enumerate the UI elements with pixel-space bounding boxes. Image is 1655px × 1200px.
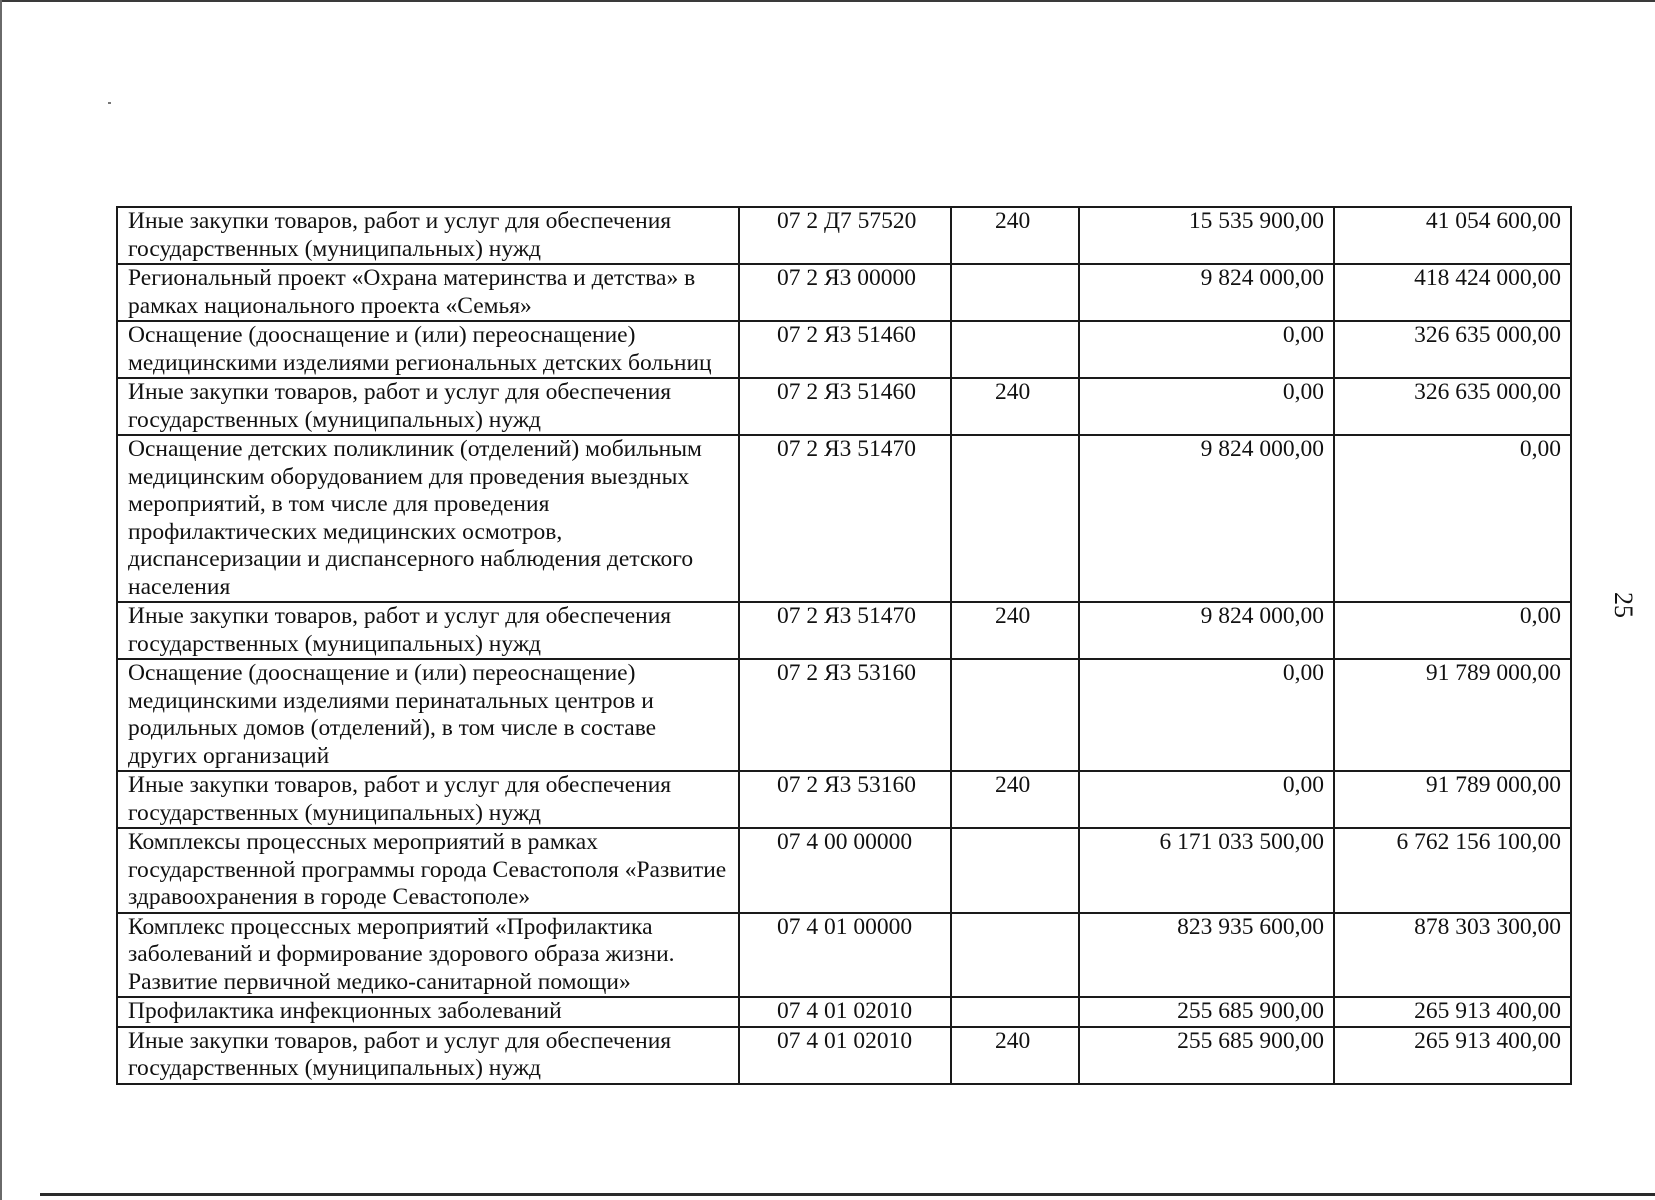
- row-code: 07 2 Я3 53160: [739, 771, 951, 828]
- page-number: 25: [1609, 592, 1638, 618]
- table-row: [117, 1027, 1571, 1084]
- row-kvr: [951, 264, 1079, 321]
- row-sum-1: 15 535 900,00: [1079, 207, 1334, 264]
- row-name: Комплекс процессных мероприятий «Профилактика заболеваний и формирование здорового образа жизни. Развитие первичной медико-санитарной помощи»: [117, 913, 739, 998]
- row-sum-1: 255 685 900,00: [1079, 1027, 1334, 1084]
- row-name: Иные закупки товаров, работ и услуг для обеспечения государственных (муниципальных) нужд: [117, 207, 739, 264]
- table-row: [117, 207, 1571, 264]
- row-kvr: 240: [951, 378, 1079, 435]
- row-sum-1: 255 685 900,00: [1079, 997, 1334, 1027]
- row-code: 07 2 Я3 51460: [739, 378, 951, 435]
- row-code: 07 2 Д7 57520: [739, 207, 951, 264]
- row-sum-2: 6 762 156 100,00: [1334, 828, 1571, 913]
- row-sum-2: 91 789 000,00: [1334, 771, 1571, 828]
- row-sum-2: 265 913 400,00: [1334, 1027, 1571, 1084]
- row-sum-2: 326 635 000,00: [1334, 321, 1571, 378]
- row-sum-1: 9 824 000,00: [1079, 602, 1334, 659]
- row-name: Оснащение (дооснащение и (или) переоснащение) медицинскими изделиями региональных детских больниц: [117, 321, 739, 378]
- row-sum-2: 91 789 000,00: [1334, 659, 1571, 771]
- row-name: Иные закупки товаров, работ и услуг для обеспечения государственных (муниципальных) нужд: [117, 771, 739, 828]
- table-row: [117, 997, 1571, 1027]
- row-sum-2: 326 635 000,00: [1334, 378, 1571, 435]
- row-sum-1: 9 824 000,00: [1079, 264, 1334, 321]
- scan-edge-left: [0, 0, 2, 1200]
- table-row: [117, 378, 1571, 435]
- table-row: [117, 435, 1571, 602]
- row-kvr: 240: [951, 207, 1079, 264]
- row-sum-2: 878 303 300,00: [1334, 913, 1571, 998]
- row-name: Оснащение (дооснащение и (или) переоснащение) медицинскими изделиями перинатальных центров и родильных домов (отделений), в том числе в составе других организаций: [117, 659, 739, 771]
- row-kvr: [951, 435, 1079, 602]
- row-kvr: 240: [951, 1027, 1079, 1084]
- row-kvr: [951, 997, 1079, 1027]
- row-code: 07 4 01 02010: [739, 1027, 951, 1084]
- row-sum-1: 6 171 033 500,00: [1079, 828, 1334, 913]
- row-sum-1: 9 824 000,00: [1079, 435, 1334, 602]
- table-row: [117, 659, 1571, 771]
- row-name: Иные закупки товаров, работ и услуг для обеспечения государственных (муниципальных) нужд: [117, 378, 739, 435]
- row-kvr: [951, 828, 1079, 913]
- row-sum-1: 0,00: [1079, 659, 1334, 771]
- row-name: Комплексы процессных мероприятий в рамках государственной программы города Севастополя «Развитие здравоохранения в городе Севастополе»: [117, 828, 739, 913]
- row-sum-1: 0,00: [1079, 378, 1334, 435]
- row-name: Иные закупки товаров, работ и услуг для обеспечения государственных (муниципальных) нужд: [117, 1027, 739, 1084]
- row-code: 07 2 Я3 51470: [739, 435, 951, 602]
- row-kvr: [951, 659, 1079, 771]
- row-code: 07 4 00 00000: [739, 828, 951, 913]
- scan-edge-bottom: [40, 1193, 1655, 1196]
- table-row: [117, 602, 1571, 659]
- row-code: 07 4 01 00000: [739, 913, 951, 998]
- row-sum-2: 418 424 000,00: [1334, 264, 1571, 321]
- row-sum-1: 0,00: [1079, 771, 1334, 828]
- table-row: [117, 828, 1571, 913]
- row-sum-2: 0,00: [1334, 435, 1571, 602]
- scan-speck: [108, 102, 111, 104]
- row-kvr: [951, 913, 1079, 998]
- row-name: Оснащение детских поликлиник (отделений) мобильным медицинским оборудованием для проведения выездных мероприятий, в том числе для проведения профилактических медицинских осмотров, диспансеризации и диспансерного наблюдения детского населения: [117, 435, 739, 602]
- row-code: 07 2 Я3 51470: [739, 602, 951, 659]
- row-kvr: [951, 321, 1079, 378]
- row-sum-1: 823 935 600,00: [1079, 913, 1334, 998]
- row-name: Иные закупки товаров, работ и услуг для обеспечения государственных (муниципальных) нужд: [117, 602, 739, 659]
- row-code: 07 2 Я3 53160: [739, 659, 951, 771]
- row-sum-2: 41 054 600,00: [1334, 207, 1571, 264]
- row-kvr: 240: [951, 602, 1079, 659]
- table-row: [117, 771, 1571, 828]
- table-row: [117, 264, 1571, 321]
- row-kvr: 240: [951, 771, 1079, 828]
- row-code: 07 2 Я3 51460: [739, 321, 951, 378]
- row-code: 07 4 01 02010: [739, 997, 951, 1027]
- row-sum-1: 0,00: [1079, 321, 1334, 378]
- row-sum-2: 0,00: [1334, 602, 1571, 659]
- row-name: Профилактика инфекционных заболеваний: [117, 997, 739, 1027]
- row-code: 07 2 Я3 00000: [739, 264, 951, 321]
- scan-edge-top: [0, 0, 1655, 2]
- budget-table: [116, 206, 1572, 1085]
- table-row: [117, 321, 1571, 378]
- row-name: Региональный проект «Охрана материнства и детства» в рамках национального проекта «Семья»: [117, 264, 739, 321]
- table-row: [117, 913, 1571, 998]
- row-sum-2: 265 913 400,00: [1334, 997, 1571, 1027]
